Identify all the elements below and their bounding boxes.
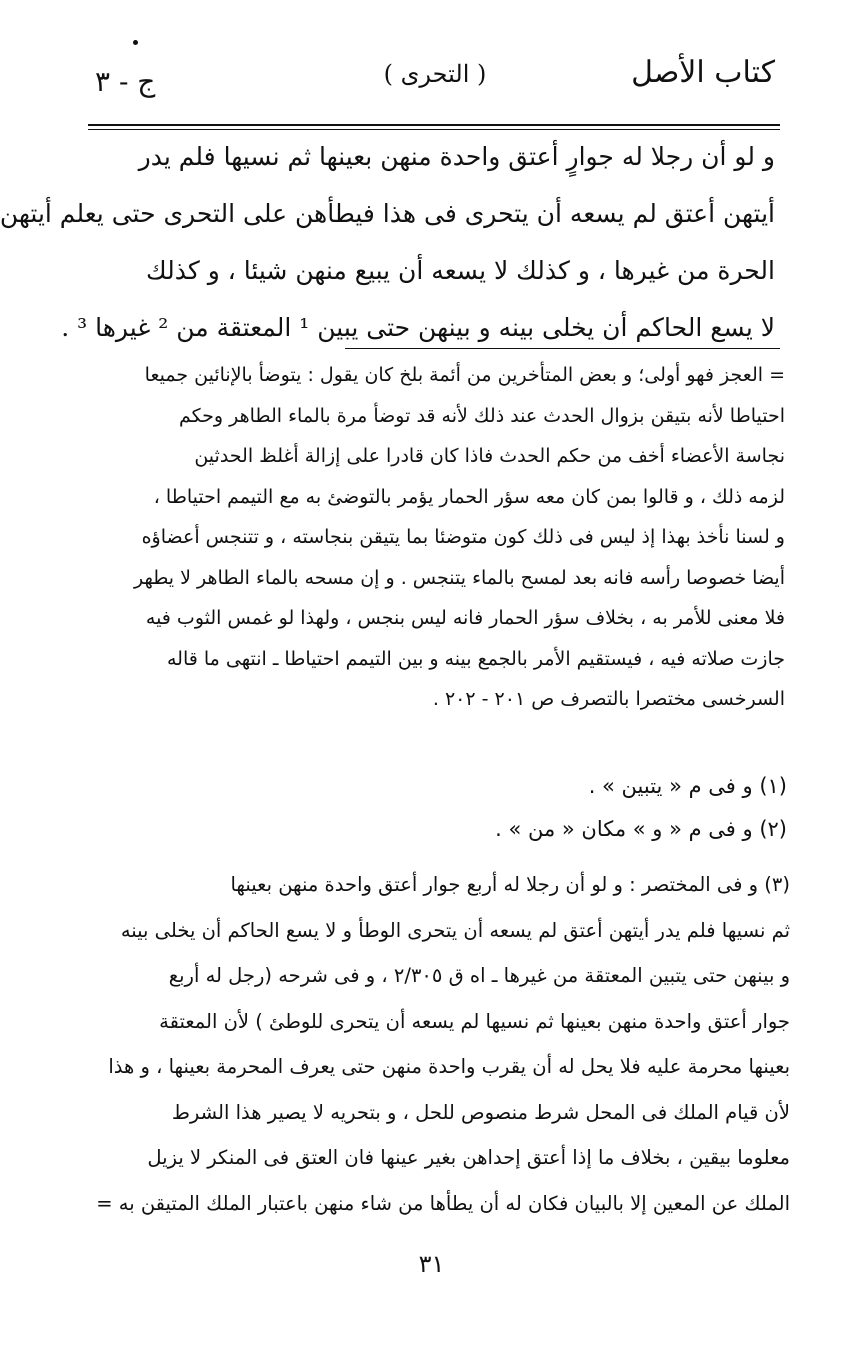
footnote-3-line: معلوما بيقين ، بخلاف ما إذا أعتق إحداهن بغير عينها فان العتق فى المنكر لا يزيل — [147, 1146, 790, 1169]
note-line: السرخسى مختصرا بالتصرف ص ٢٠١ - ٢٠٢ . — [432, 688, 785, 710]
footnote-3-line: لأن قيام الملك فى المحل شرط منصوص للحل ، و بتحريه لا يصير هذا الشرط — [171, 1100, 790, 1124]
footnote-3-line: جوار أعتق واحدة منهن بعينها ثم نسيها لم يسعه أن يتحرى للوطئ ) لأن المعتقة — [159, 1009, 790, 1033]
note-line: احتياطا لأنه بتيقن بزوال الحدث عند ذلك لأنه قد توضأ مرة بالماء الطاهر وحكم — [179, 404, 785, 427]
note-line: أيضا خصوصا رأسه فانه بعد لمسح بالماء يتنجس . و إن مسحه بالماء الطاهر لا يطهر — [133, 566, 785, 589]
footnote-3-line: الملك عن المعين إلا بالبيان فكان له أن يطأها من شاء منهن باعتبار الملك المتيقن به = — [96, 1191, 790, 1215]
page-number: ٣١ — [418, 1250, 445, 1278]
footnote-2: (٢) و فى م « و » مكان « من » . — [495, 817, 787, 841]
note-line: جازت صلاته فيه ، فيستقيم الأمر بالجمع بينه و بين التيمم احتياطا ـ انتهى ما قاله — [167, 647, 785, 670]
main-text-line: الحرة من غيرها ، و كذلك لا يسعه أن يبيع منهن شيئا ، و كذلك — [146, 256, 775, 285]
note-line: = العجز فهو أولى؛ و بعض المتأخرين من أئمة بلخ كان يقول : يتوضأ بالإنائين جميعا — [144, 364, 785, 386]
main-text-line: لا يسع الحاكم أن يخلى بينه و بينهن حتى يبين ¹ المعتقة من ² غيرها ³ . — [61, 313, 775, 342]
note-line: فلا معنى للأمر به ، بخلاف سؤر الحمار فانه ليس بنجس ، ولهذا لو غمس الثوب فيه — [145, 607, 785, 629]
book-title: كتاب الأصل — [631, 55, 775, 90]
note-line: نجاسة الأعضاء أخف من حكم الحدث فاذا كان قادرا على إزالة أغلظ الحدثين — [194, 445, 785, 467]
footnote-1: (١) و فى م « يتبين » . — [588, 774, 787, 798]
main-text-line: أيتهن أعتق لم يسعه أن يتحرى فى هذا فيطأهن على التحرى حتى يعلم أيتهن — [0, 199, 775, 228]
header-rule-thick — [88, 124, 780, 126]
footnote-3-line: ثم نسيها فلم يدر أيتهن أعتق لم يسعه أن يتحرى الوطأ و لا يسع الحاكم أن يخلى بينه — [120, 918, 790, 942]
main-text-block — [0, 128, 775, 356]
page-header — [95, 55, 775, 115]
footnote-3-line: بعينها محرمة عليه فلا يحل له أن يقرب واحدة منهن حتى يعرف المحرمة بعينها ، و هذا — [108, 1055, 790, 1078]
footnote-3-line: (٣) و فى المختصر : و لو أن رجلا له أربع جوار أعتق واحدة منهن بعينها — [230, 873, 790, 896]
footnote-separator — [345, 348, 780, 349]
volume-number: ج - ٣ — [95, 65, 156, 98]
chapter-title: ( التحرى ) — [383, 60, 487, 88]
footnote-3-line: و بينهن حتى يتبين المعتقة من غيرها ـ اه ق ٢/٣٠٥ ، و فى شرحه (رجل له أربع — [168, 964, 790, 987]
ink-dot — [133, 40, 138, 45]
note-line: لزمه ذلك ، و قالوا بمن كان معه سؤر الحمار يؤمر بالتوضئ به مع التيمم احتياطا ، — [153, 485, 785, 508]
main-text-line: و لو أن رجلا له جوارٍ أعتق واحدة منهن بعينها ثم نسيها فلم يدر — [138, 142, 775, 171]
note-line: و لسنا نأخذ بهذا إذ ليس فى ذلك كون متوضئا بما يتيقن بنجاسته ، و تتنجس أعضاؤه — [141, 526, 785, 548]
notes-continuation-block — [115, 355, 785, 720]
footnote-3-block — [96, 862, 790, 1226]
